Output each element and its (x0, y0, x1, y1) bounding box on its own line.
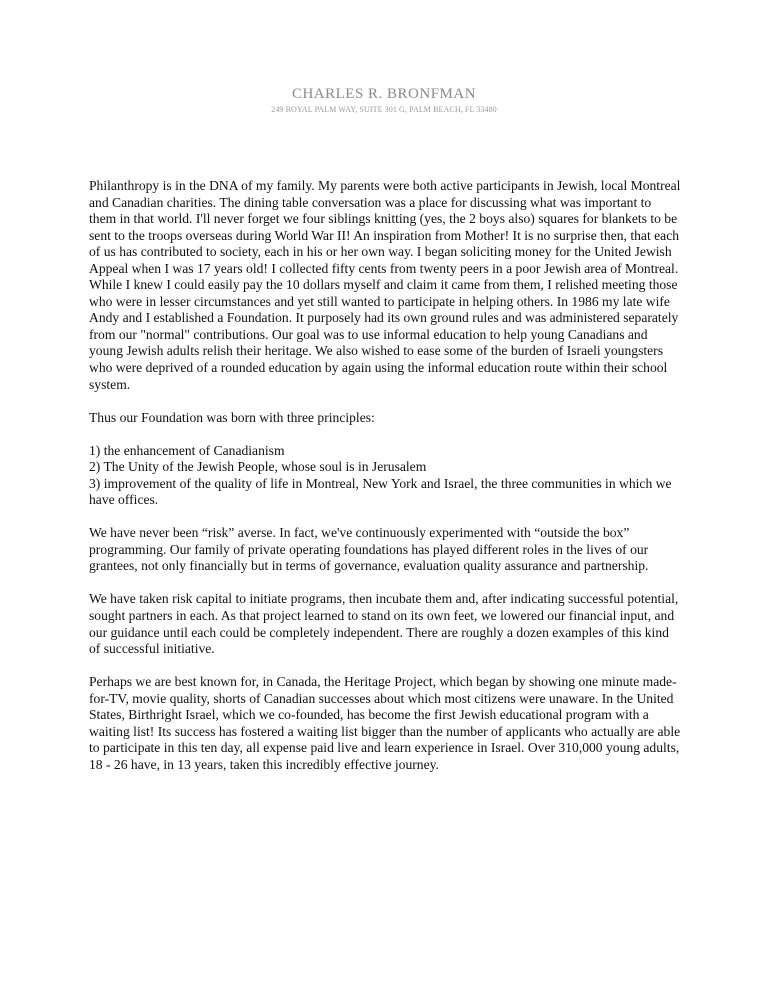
principle-item: 1) the enhancement of Canadianism (89, 442, 285, 458)
paragraph-risk: We have never been “risk” averse. In fact, we've continuously experimented with “outside the box” programming. Our family of private operating foundations has played different roles in the lives of our grantees, not only financially but in terms of governance, evaluation quality assurance and partnership. (89, 525, 649, 574)
principle-item: 2) The Unity of the Jewish People, whose soul is in Jerusalem (89, 459, 427, 475)
paragraph-family-philanthropy: Philanthropy is in the DNA of my family. My parents were both active participants in Jewish, local Montreal and Canadian charities. The dining table conversation was a place for discussing what was important to them in that world. I'll never forget we four siblings knitting (yes, the 2 boys also) squares for blankets to be sent to the troops overseas during World War II! An inspiration from Mother! It is no surprise then, that each of us has contributed to society, each in his or her own way. I began soliciting money for the United Jewish Appeal when I was 17 years old! I collected fifty cents from twenty peers in a poor Jewish area of Montreal. While I knew I could easily pay the 10 dollars myself and claim it came from them, I relished meeting those who were in lesser circumstances and yet still wanted to participate in helping others. In 1986 my late wife Andy and I established a Foundation. It purposely had its own ground rules and was administered separately from our "normal" contributions. Our goal was to use informal education to help young Canadians and young Jewish adults relish their heritage. We also wished to ease some of the burden of Israeli youngsters who were deprived of a rounded education by again using the informal education route within their school system. (89, 178, 681, 392)
letterhead-name: CHARLES R. BRONFMAN (291, 86, 477, 102)
principle-item: 3) improvement of the quality of life in Montreal, New York and Israel, the three communities in which we have offices. (89, 475, 672, 508)
letterhead-address: 249 ROYAL PALM WAY, SUITE 301 G, PALM BEACH, FL 33480 (271, 105, 497, 114)
letterhead (0, 85, 768, 115)
letter-body (89, 178, 681, 790)
paragraph-risk-capital: We have taken risk capital to initiate programs, then incubate them and, after indicating successful potential, sought partners in each. As that project learned to stand on its own feet, we lowered our financial input, and our guidance until each could be completely independent. There are roughly a dozen examples of this kind of successful initiative. (89, 591, 679, 657)
principles-list (89, 443, 681, 509)
paragraph-principles-intro: Thus our Foundation was born with three principles: (89, 409, 375, 425)
paragraph-best-known: Perhaps we are best known for, in Canada, the Heritage Project, which began by showing one minute made-for-TV, movie quality, shorts of Canadian successes about which most citizens were unaware. In the United States, Birthright Israel, which we co-founded, has become the first Jewish educational program with a waiting list! Its success has fostered a waiting list bigger than the number of applicants who actually are able to participate in this ten day, all expense paid live and learn experience in Israel. Over 310,000 young adults, 18 - 26 have, in 13 years, taken this incredibly effective journey. (89, 674, 681, 772)
